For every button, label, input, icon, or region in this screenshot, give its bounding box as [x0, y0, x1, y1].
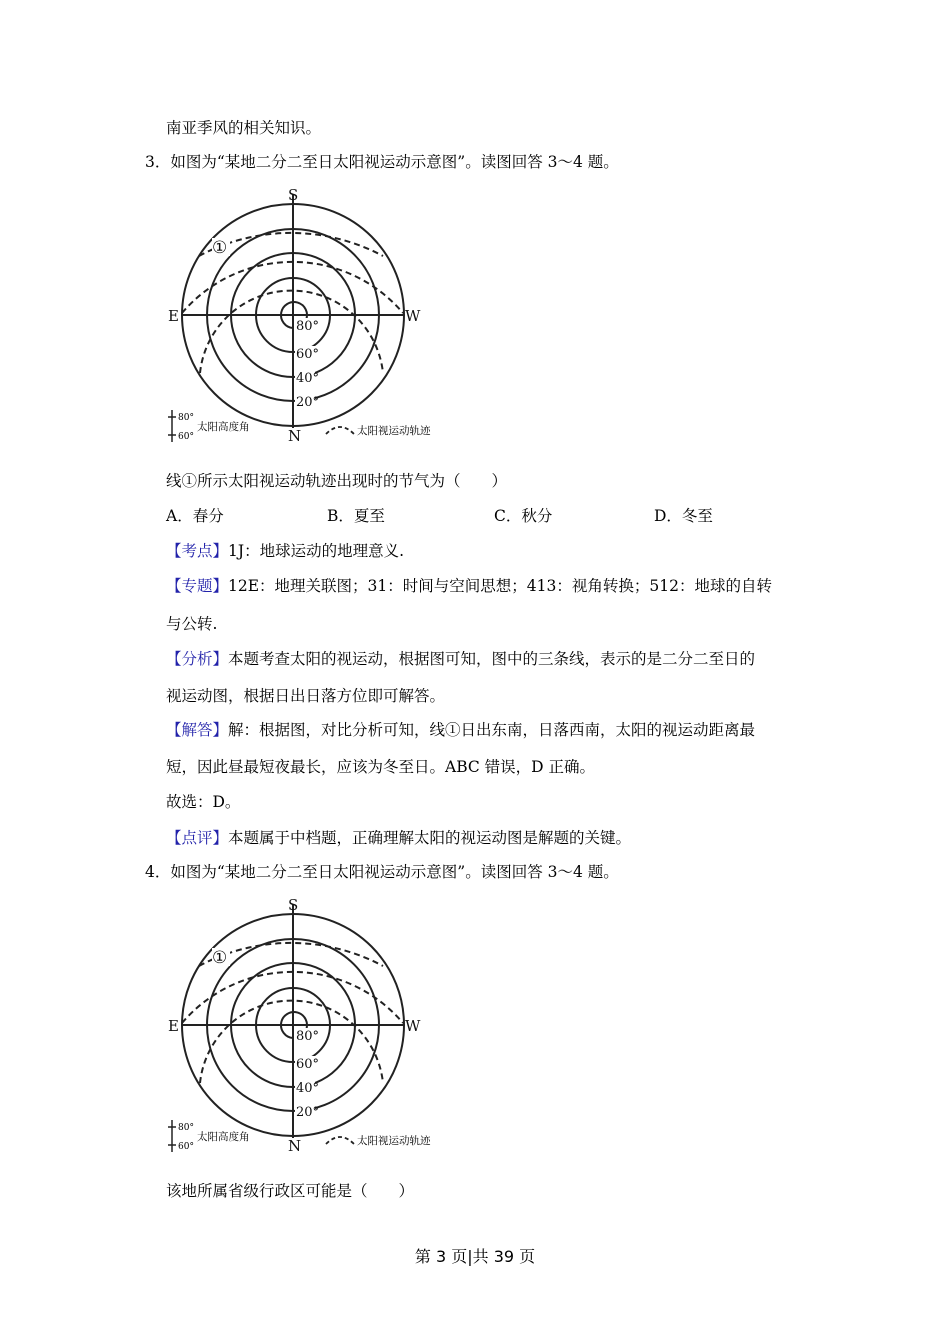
ring-label-40: 40°	[296, 371, 320, 386]
jieda-text-2: 短，因此昼最短夜最长，应该为冬至日。ABC 错误，D 正确。	[166, 758, 596, 776]
north-label: N	[288, 427, 302, 445]
south-label: S	[288, 186, 299, 204]
jieda-line	[166, 720, 755, 740]
jieda-tag: 【解答】	[166, 721, 229, 739]
kaodian-text: 1J：地球运动的地理意义.	[228, 542, 405, 560]
continuation-text: 南亚季风的相关知识。	[166, 119, 322, 137]
zhuanti-line	[166, 576, 772, 596]
north-label: N	[288, 1137, 302, 1155]
fenxi-tag: 【分析】	[166, 650, 229, 668]
question-3-stem: 3．如图为“某地二分二至日太阳视运动示意图”。读图回答 3～4 题。	[145, 153, 619, 171]
sun-path-diagram-q4	[160, 890, 450, 1160]
page-footer: 第 3 页|共 39 页	[414, 1247, 536, 1266]
dianping-text: 本题属于中档题，正确理解太阳的视运动图是解题的关键。	[228, 829, 632, 847]
option-a[interactable]: A．春分	[166, 507, 224, 525]
question-4-prompt: 该地所属省级行政区可能是（ ）	[166, 1182, 415, 1200]
sun-path-diagram-q3	[160, 180, 450, 450]
kaodian-line	[166, 541, 404, 561]
ring-label-20: 20°	[296, 1105, 320, 1120]
option-c[interactable]: C．秋分	[494, 507, 553, 525]
jieda-text-3: 故选：D。	[166, 793, 241, 811]
west-label: W	[405, 307, 421, 325]
legend-scale-top: 80°	[178, 413, 194, 423]
legend-altitude-label: 太阳高度角	[197, 1131, 250, 1143]
question-4-stem: 4．如图为“某地二分二至日太阳视运动示意图”。读图回答 3～4 题。	[145, 863, 619, 881]
south-label: S	[288, 896, 299, 914]
ring-label-60: 60°	[296, 1057, 320, 1072]
west-label: W	[405, 1017, 421, 1035]
fenxi-text: 本题考查太阳的视运动，根据图可知，图中的三条线，表示的是二分二至日的	[228, 650, 756, 668]
zhuanti-tag: 【专题】	[166, 577, 229, 595]
legend-scale-top: 80°	[178, 1123, 194, 1133]
dianping-line	[166, 828, 631, 848]
legend-scale-bottom: 60°	[178, 432, 194, 442]
dianping-tag: 【点评】	[166, 829, 229, 847]
ring-label-80: 80°	[296, 319, 320, 334]
east-label: E	[168, 307, 179, 325]
ring-label-80: 80°	[296, 1029, 320, 1044]
ring-label-20: 20°	[296, 395, 320, 410]
ring-label-60: 60°	[296, 347, 320, 362]
jieda-text: 解：根据图，对比分析可知，线①日出东南，日落西南，太阳的视运动距离最	[228, 721, 756, 739]
east-label: E	[168, 1017, 179, 1035]
fenxi-text-2: 视运动图，根据日出日落方位即可解答。	[166, 687, 446, 705]
fenxi-line	[166, 649, 755, 669]
legend-altitude-label: 太阳高度角	[197, 421, 250, 433]
option-d[interactable]: D．冬至	[654, 507, 713, 525]
zhuanti-text: 12E：地理关联图；31：时间与空间思想；413：视角转换；512：地球的自转	[228, 577, 772, 595]
kaodian-tag: 【考点】	[166, 542, 229, 560]
legend-path-label: 太阳视运动轨迹	[357, 1135, 431, 1147]
option-b[interactable]: B．夏至	[327, 507, 385, 525]
legend-path-label: 太阳视运动轨迹	[357, 425, 431, 437]
marker-1: ①	[212, 948, 228, 968]
ring-label-40: 40°	[296, 1081, 320, 1096]
zhuanti-text-2: 与公转.	[166, 615, 218, 633]
legend-scale-bottom: 60°	[178, 1142, 194, 1152]
question-3-prompt: 线①所示太阳视运动轨迹出现时的节气为（ ）	[166, 472, 508, 490]
marker-1: ①	[212, 238, 228, 258]
